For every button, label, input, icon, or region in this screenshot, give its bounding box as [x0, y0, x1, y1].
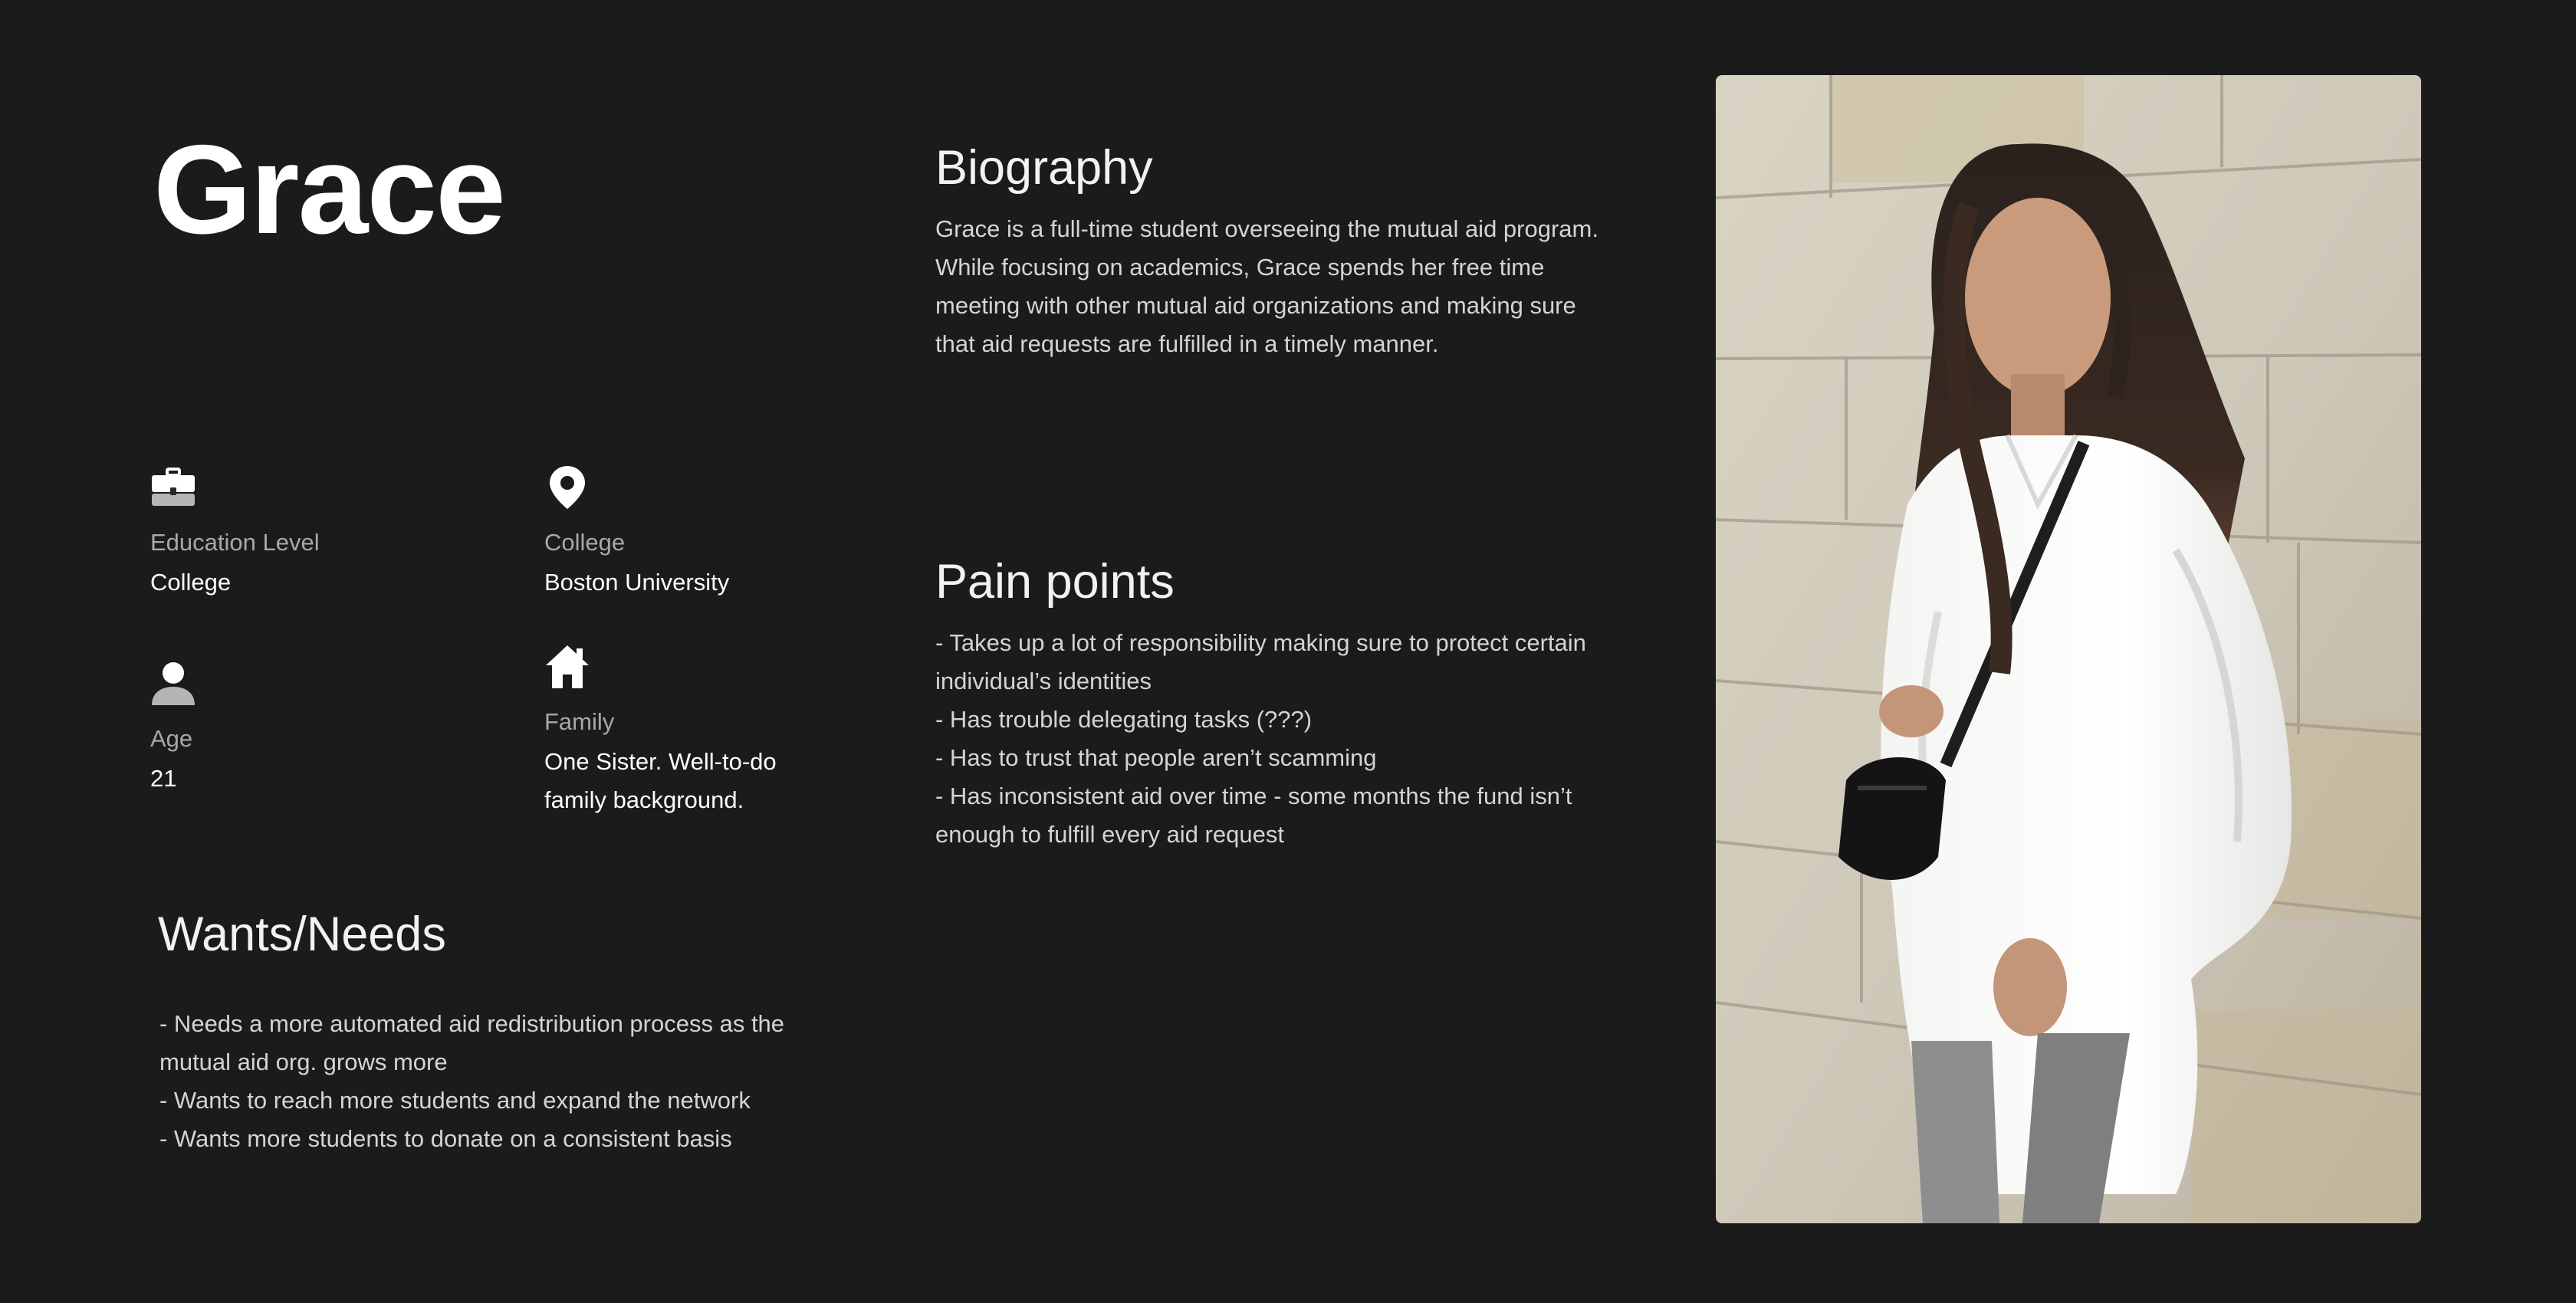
age-value: 21: [150, 765, 177, 792]
family-value-line: family background.: [544, 786, 744, 813]
wants-needs-heading: Wants/Needs: [158, 908, 446, 961]
attribute-education: [150, 464, 320, 602]
attribute-college: [544, 464, 729, 602]
biography-line: meeting with other mutual aid organizations and making sure: [935, 292, 1576, 319]
family-label: Family: [544, 708, 615, 735]
education-value: College: [150, 569, 232, 596]
college-value: Boston University: [544, 569, 730, 596]
pain-points-list: [935, 624, 1671, 854]
list-item: - Has inconsistent aid over time - some months the fund isn’t: [935, 783, 1572, 809]
list-item: - Wants to reach more students and expand the network: [159, 1087, 751, 1114]
list-item: - Wants more students to donate on a consistent basis: [159, 1125, 732, 1152]
list-item: mutual aid org. grows more: [159, 1049, 448, 1075]
biography-line: that aid requests are fulfilled in a timely manner.: [935, 330, 1439, 357]
attribute-age: [150, 661, 196, 798]
list-item: - Has trouble delegating tasks (???): [935, 706, 1313, 733]
education-label: Education Level: [150, 529, 320, 556]
wants-needs-list: [159, 1005, 834, 1158]
persona-photo: [1716, 75, 2421, 1223]
family-value-line: One Sister. Well-to-do: [544, 748, 777, 775]
college-label: College: [544, 529, 626, 556]
age-label: Age: [150, 725, 193, 752]
home-icon: [544, 644, 590, 690]
list-item: enough to fulfill every aid request: [935, 821, 1284, 848]
persona-name: Grace: [153, 119, 504, 260]
briefcase-icon: [150, 464, 196, 510]
map-pin-icon: [544, 464, 590, 510]
biography-line: Grace is a full-time student overseeing the mutual aid program.: [935, 215, 1598, 242]
family-value: [544, 743, 777, 819]
biography-text: [935, 210, 1671, 363]
list-item: individual’s identities: [935, 668, 1152, 694]
list-item: - Takes up a lot of responsibility making sure to protect certain: [935, 629, 1586, 656]
pain-points-heading: Pain points: [935, 555, 1175, 609]
person-icon: [150, 661, 196, 707]
attribute-family: [544, 644, 777, 819]
list-item: - Has to trust that people aren’t scamming: [935, 744, 1377, 771]
list-item: - Needs a more automated aid redistribution process as the: [159, 1010, 785, 1037]
biography-line: While focusing on academics, Grace spends her free time: [935, 254, 1545, 281]
biography-heading: Biography: [935, 141, 1153, 195]
